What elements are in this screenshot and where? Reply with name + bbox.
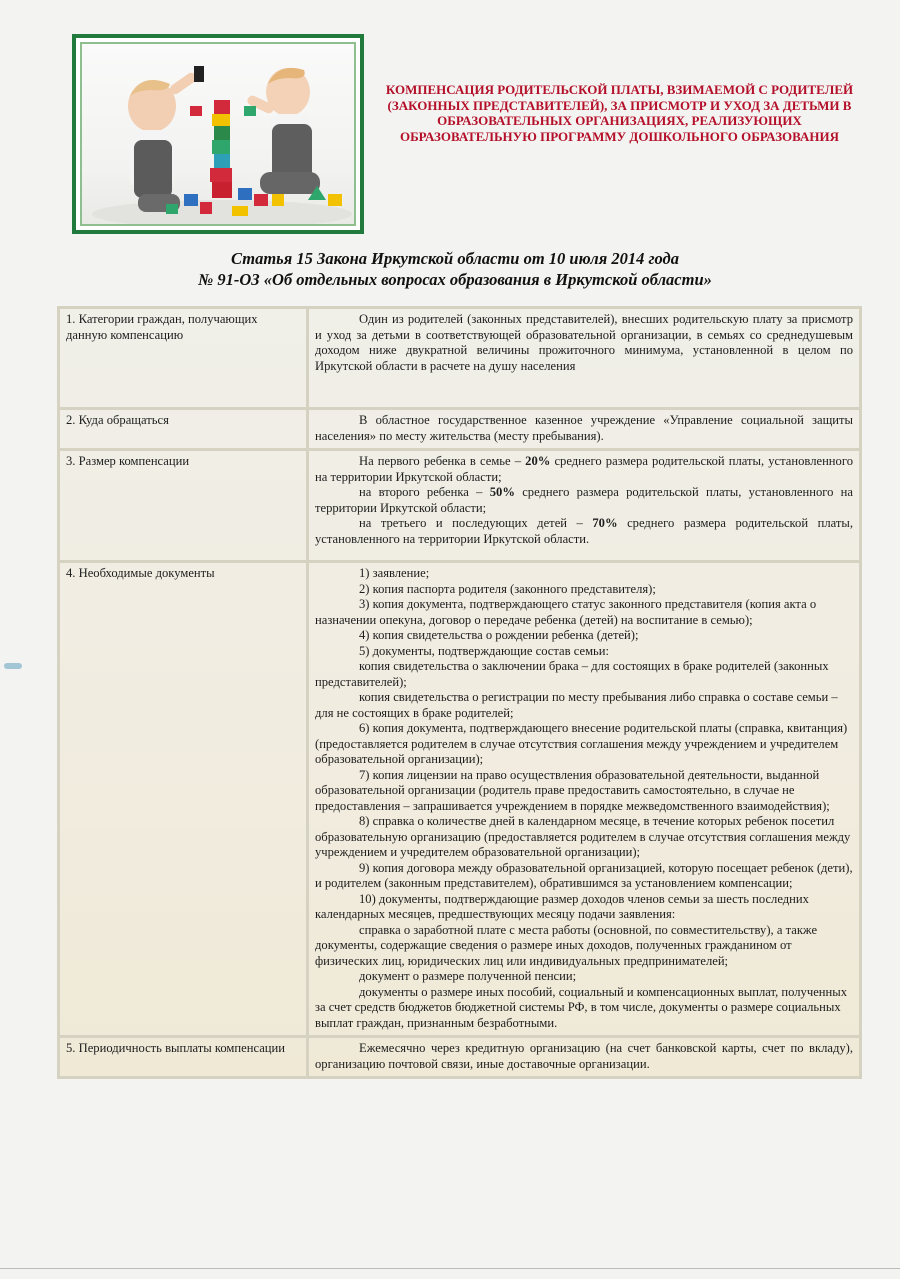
law-reference-line2: № 91-ОЗ «Об отдельных вопросах образования в Иркутской области» bbox=[198, 270, 712, 289]
list-item: копия свидетельства о регистрации по месту пребывания либо справка о составе семьи – для не состоящих в браке родителей; bbox=[315, 690, 838, 720]
text-fragment: на второго ребенка – bbox=[359, 485, 483, 499]
children-playing-blocks-image bbox=[82, 44, 356, 226]
list-item: 8) справка о количестве дней в календарном месяце, в течение которых ребенок посетил образовательную организацию (предоставляется родителем в случае отсутствия соглашения между учреждением и учредителем образовательной организации); bbox=[315, 814, 851, 859]
page-edge-divider bbox=[0, 1268, 900, 1269]
list-item: 1) заявление; bbox=[359, 566, 430, 580]
list-item: справка о заработной плате с места работы (основной, по совместительству), а также документы, содержащие сведения о размере иных доходов, полученных гражданином от физических лиц, юридических лиц или индивидуальных предпринимателей; bbox=[315, 922, 818, 968]
text-fragment: среднего размера родительской платы, установленного на территории Иркутской области; bbox=[315, 485, 853, 515]
right-child-figure bbox=[246, 68, 320, 194]
row-label: 1. Категории граждан, получающих данную компенсацию bbox=[59, 308, 308, 409]
table-row bbox=[59, 562, 861, 1037]
text-fragment: на третьего и последующих детей – bbox=[359, 516, 583, 530]
text-fragment: среднего размера родительской платы, установленного на территории Иркутской области. bbox=[315, 516, 853, 546]
paragraph bbox=[315, 516, 853, 547]
left-child-figure bbox=[128, 71, 198, 212]
row-content bbox=[308, 562, 861, 1037]
table-row bbox=[59, 450, 861, 562]
percent-value: 20% bbox=[525, 454, 551, 468]
list-item: 4) копия свидетельства о рождении ребенка (детей); bbox=[359, 628, 639, 642]
scan-mark bbox=[4, 663, 22, 669]
row-label: 5. Периодичность выплаты компенсации bbox=[59, 1037, 308, 1078]
list-item: 3) копия документа, подтверждающего статус законного представителя (копия акта о назначении опекуна, договор о передаче ребенка (детей) на воспитание в семью); bbox=[315, 597, 817, 627]
percent-value: 70% bbox=[592, 516, 618, 530]
row-content bbox=[308, 409, 861, 450]
row-label: 2. Куда обращаться bbox=[59, 409, 308, 450]
paragraph bbox=[315, 485, 853, 516]
document-title: КОМПЕНСАЦИЯ РОДИТЕЛЬСКОЙ ПЛАТЫ, ВЗИМАЕМОЙ С РОДИТЕЛЕЙ (ЗАКОННЫХ ПРЕДСТАВИТЕЛЕЙ), ЗА ПРИСМОТР И УХОД ЗА ДЕТЬМИ В ОБРАЗОВАТЕЛЬНЫХ ОРГАНИЗАЦИЯХ, РЕАЛИЗУЮЩИХ ОБРАЗОВАТЕЛЬНУЮ ПРОГРАММУ ДОШКОЛЬНОГО ОБРАЗОВАНИЯ bbox=[385, 82, 854, 144]
list-item: 5) документы, подтверждающие состав семьи: bbox=[359, 643, 610, 658]
percent-value: 50% bbox=[489, 485, 515, 499]
row-label: 3. Размер компенсации bbox=[59, 450, 308, 562]
paragraph: Ежемесячно через кредитную организацию (на счет банковской карты, счет по вкладу), организацию почтовой связи, иные доставочные организации. bbox=[315, 1041, 853, 1071]
list-item: документ о размере полученной пенсии; bbox=[359, 969, 577, 983]
table-row bbox=[59, 308, 861, 409]
list-item: 10) документы, подтверждающие размер доходов членов семьи за шесть последних календарных месяцев, предшествующих месяцу подачи заявления: bbox=[315, 891, 809, 921]
law-reference bbox=[60, 248, 850, 290]
paragraph: В областное государственное казенное учреждение «Управление социальной защиты населения» по месту жительства (месту пребывания). bbox=[315, 413, 853, 443]
row-content bbox=[308, 308, 861, 409]
row-label: 4. Необходимые документы bbox=[59, 562, 308, 1037]
paragraph bbox=[315, 454, 853, 485]
table-row bbox=[59, 1037, 861, 1078]
list-item: 2) копия паспорта родителя (законного представителя); bbox=[359, 581, 656, 596]
list-item: 7) копия лицензии на право осуществления образовательной деятельности, выданной образовательной организации (родитель праве предоставить самостоятельно, в случае не предоставления – запрашивается учреждением в порядке межведомственного взаимодействия); bbox=[315, 767, 830, 813]
text-fragment: среднего размера родительской платы, установленного на территории Иркутской области; bbox=[315, 454, 853, 484]
block-tower bbox=[194, 66, 232, 198]
list-item: 9) копия договора между образовательной организацией, которую посещает ребенок (дети), и родителем (законным представителем), обратившимся за установлением компенсации; bbox=[315, 860, 853, 890]
table-row bbox=[59, 409, 861, 450]
law-reference-line1: Статья 15 Закона Иркутской области от 10 июля 2014 года bbox=[231, 249, 679, 268]
row-content bbox=[308, 450, 861, 562]
photo-frame bbox=[72, 34, 364, 234]
list-item: документы о размере иных пособий, социальный и компенсационных выплат, полученных за счет средств бюджетов бюджетной системы РФ, в том числе, документы о размере социальных выплат граждан, признанным безработными. bbox=[315, 984, 848, 1030]
children-photo bbox=[80, 42, 356, 226]
text-fragment: На первого ребенка в семье – bbox=[359, 454, 522, 468]
scattered-blocks bbox=[166, 106, 342, 216]
list-item: 6) копия документа, подтверждающего внесение родительской платы (справка, квитанция) (предоставляется родителем в случае отсутствия соглашения между учреждением и учредителем образовательной организации); bbox=[315, 721, 848, 766]
list-item: копия свидетельства о заключении брака – для состоящих в браке родителей (законных представителей); bbox=[315, 659, 829, 689]
paragraph: Один из родителей (законных представителей), внесших родительскую плату за присмотр и уход за детьми в соответствующей образовательной организации, в семьях со среднедушевым доходом ниже двукратной величины прожиточного минимума, установленной в целом по Иркутской области в расчете на душу населения bbox=[315, 312, 853, 373]
row-content bbox=[308, 1037, 861, 1078]
compensation-info-table bbox=[57, 306, 862, 1079]
